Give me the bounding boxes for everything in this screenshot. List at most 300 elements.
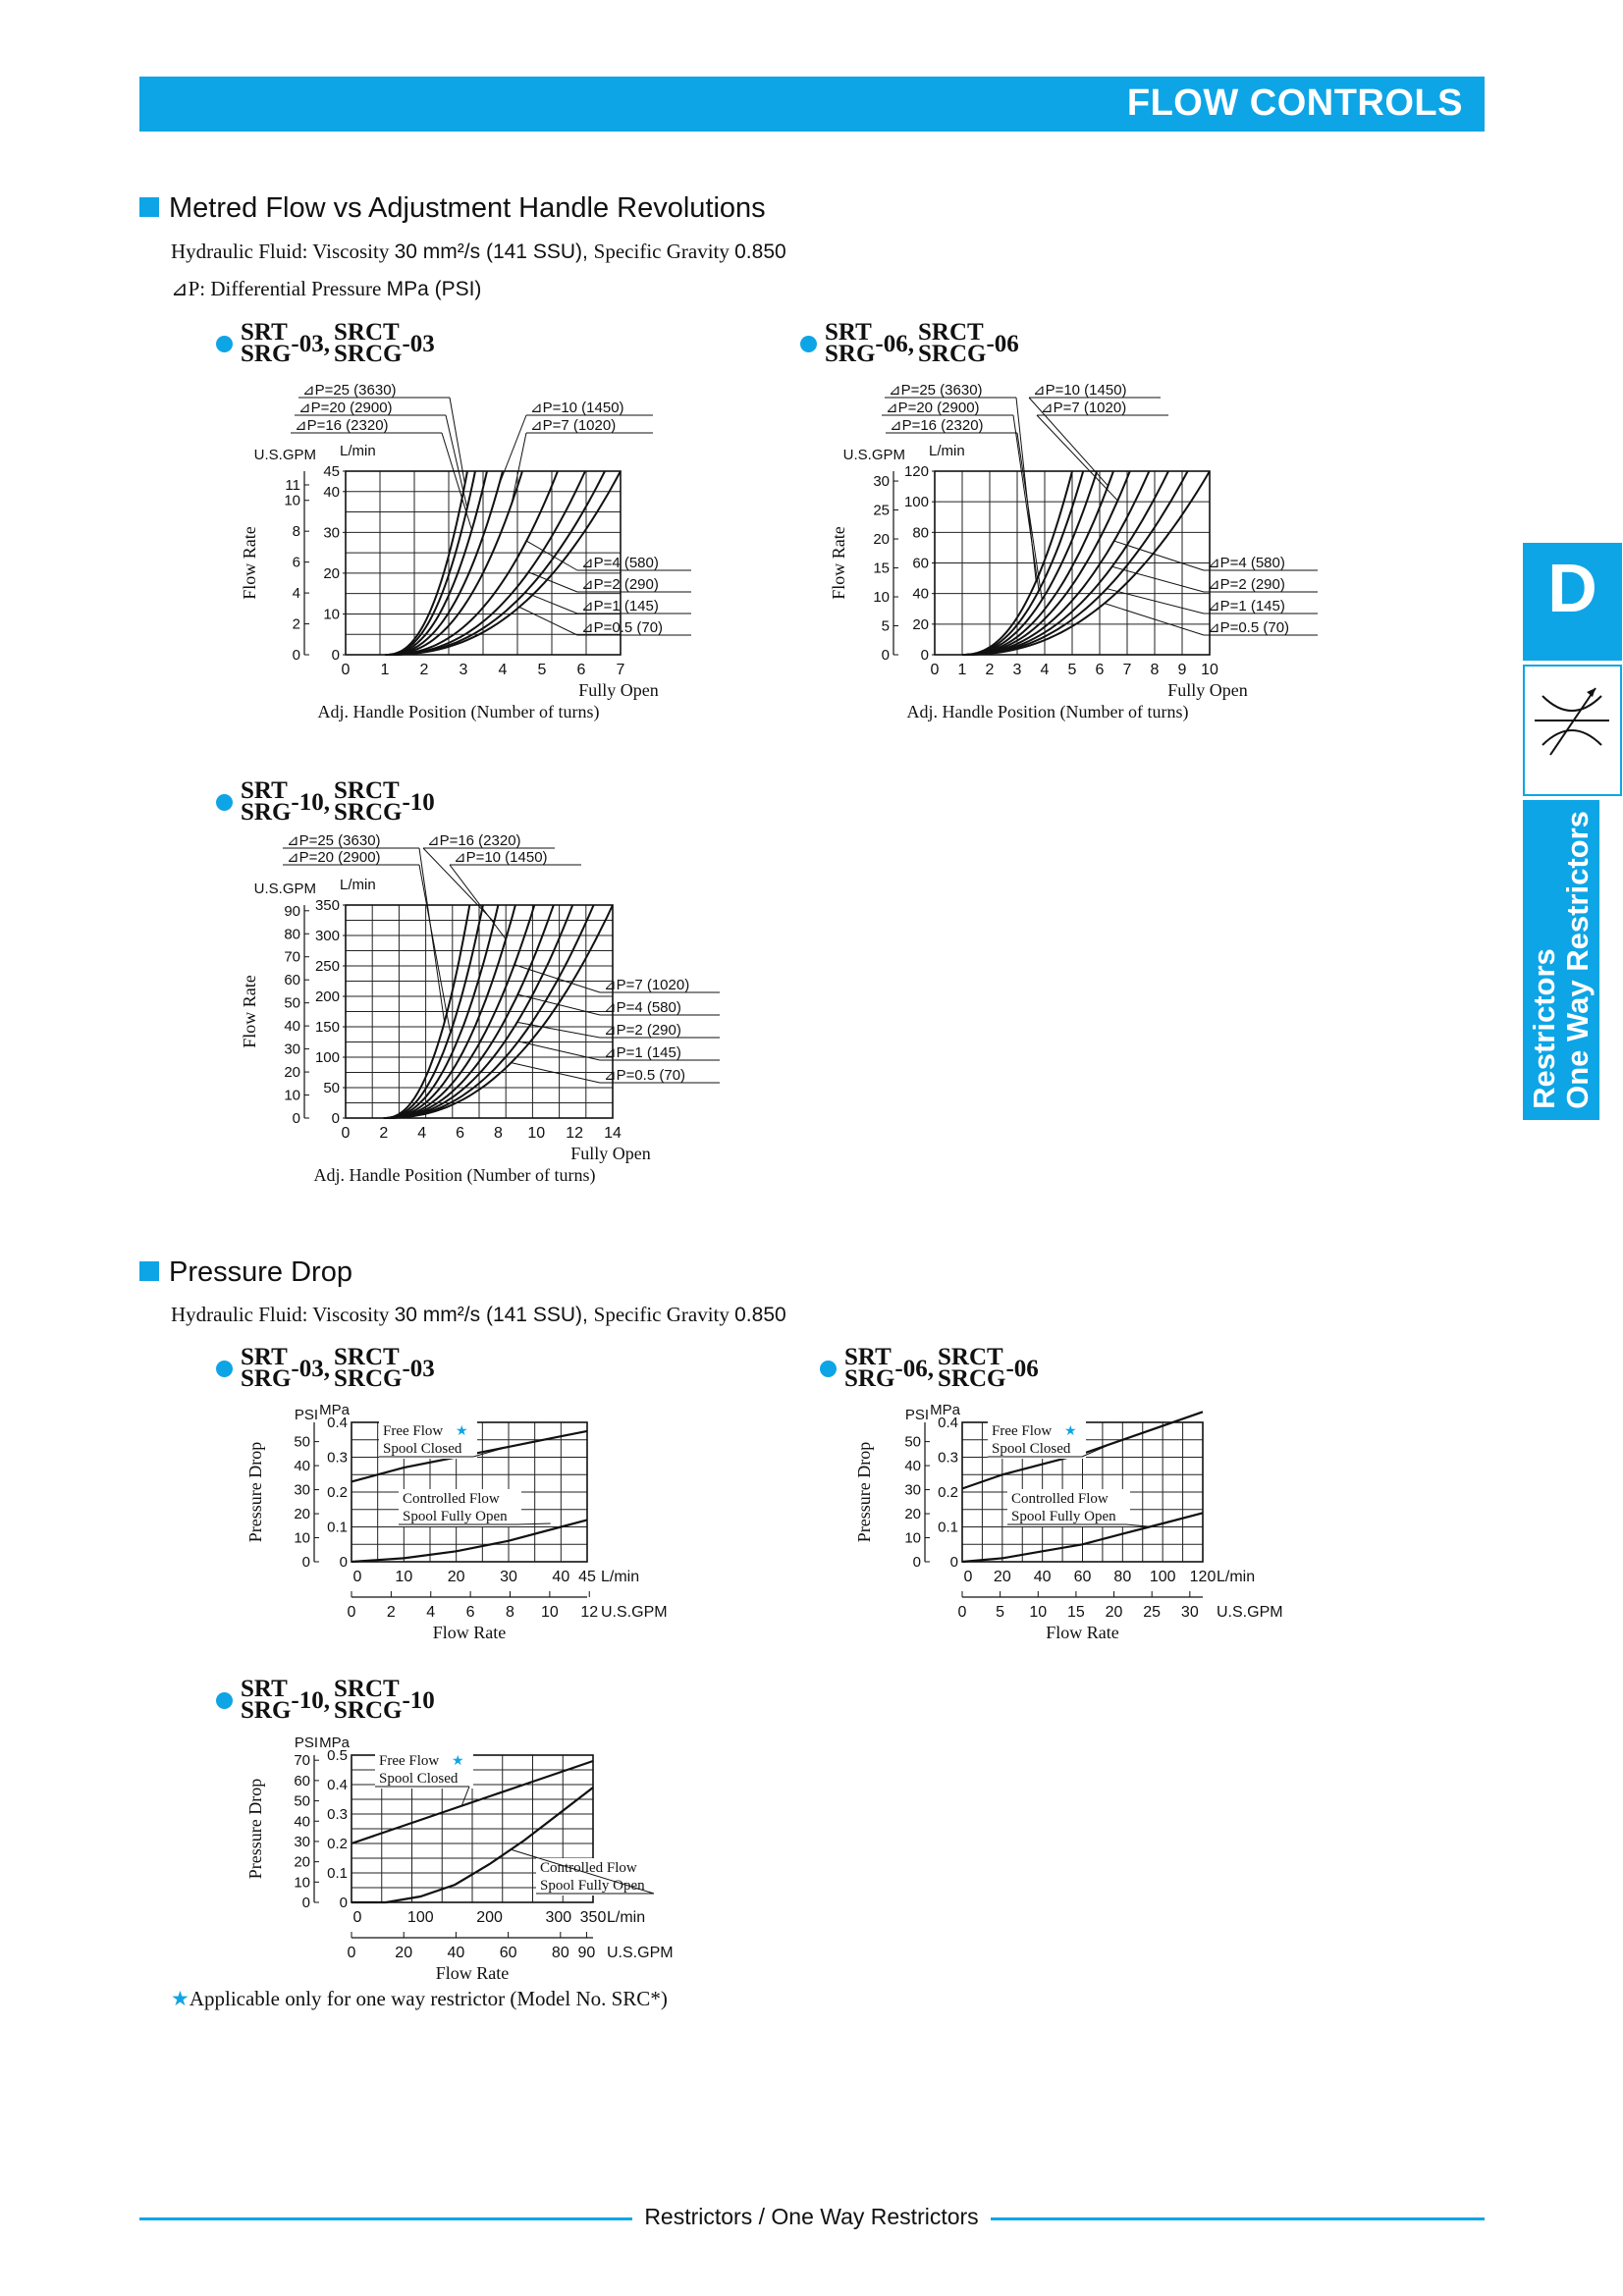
footnote-text: Applicable only for one way restrictor (Model No. SRC*) [189,1987,668,2010]
legend-label: ⊿P=7 (1020) [604,977,690,993]
model-suffix1: -06, [875,330,914,357]
y2-tick-label: 70 [284,948,300,966]
legend-label: ⊿P=1 (145) [581,598,659,614]
restrictor-symbol-icon [1523,665,1622,796]
x-tick-label: 14 [604,1125,622,1142]
side-tab-line2: One Way Restrictors [1560,811,1595,1109]
y-axis-label: Flow Rate [240,975,259,1048]
x-tick-label: 10 [527,1125,546,1142]
y2-tick-label: 20 [873,531,890,549]
y2-tick-label: 50 [294,1433,310,1451]
x-tick-label: 20 [447,1569,465,1585]
x2-tick-label: 20 [395,1945,413,1961]
y2-unit-label: U.S.GPM [842,447,905,463]
section-title-pressure-drop [139,1256,352,1289]
y-axis-label: Pressure Drop [854,1441,874,1543]
fluid-note-1-label: Hydraulic Fluid: Viscosity [171,240,395,263]
y2-tick-label: 5 [881,617,890,635]
y-unit-label: MPa [319,1402,350,1418]
series-line [385,471,487,655]
y2-tick-label: 90 [284,902,300,920]
y2-tick-label: 0 [301,1895,310,1911]
y-unit-label: MPa [319,1735,350,1751]
y-tick-label: 0.3 [327,1806,348,1823]
x-tick-label: 0 [963,1569,973,1585]
x2-tick-label: 8 [506,1604,514,1621]
legend-leader [442,433,472,530]
x-tick-label: 0 [352,1909,362,1926]
model-top2: SRCT [917,319,984,346]
y2-unit-label: U.S.GPM [253,881,316,897]
y-tick-label: 250 [314,958,340,975]
y2-tick-label: 10 [284,492,300,509]
x-tick-label: 0 [341,662,351,678]
star-icon: ★ [171,1987,189,2010]
y2-tick-label: 25 [873,502,890,519]
y-tick-label: 0.1 [327,1865,348,1882]
x2-unit-label: U.S.GPM [601,1604,668,1621]
legend-star-icon: ★ [452,1752,464,1768]
x-tick-label: 1 [380,662,390,678]
chart-flow-06 [815,383,1325,756]
legend-label: ⊿P=7 (1020) [1041,400,1127,416]
fluid-note-1 [171,240,786,264]
chart-flow-03 [226,383,736,756]
legend-leader [519,607,577,635]
header-banner [139,77,1485,132]
y-tick-label: 20 [912,615,929,633]
legend-label: ⊿P=20 (2900) [298,400,393,416]
y-tick-label: 0.1 [938,1519,958,1536]
x2-tick-label: 30 [1180,1604,1199,1621]
legend-star-icon: ★ [456,1422,468,1438]
y-unit-label: L/min [340,877,376,893]
y-unit-label: L/min [340,443,376,459]
model-bot1: SRG [241,799,292,826]
x-tick-label: 8 [493,1125,503,1142]
legend-leader [461,1787,469,1805]
x-tick-label: 8 [1150,662,1160,678]
dp-note-label: ⊿P: Differential Pressure [171,277,387,300]
model-suffix1: -10, [291,788,330,816]
y-axis-label: Pressure Drop [245,1441,265,1543]
legend-leader [512,433,526,505]
legend-label: Controlled Flow [1011,1491,1109,1507]
fluid-note-1-value: 30 mm²/s (141 SSU), [394,240,594,263]
y-tick-label: 0.4 [938,1415,958,1431]
model-top1: SRT [241,319,288,346]
x-tick-label: 5 [537,662,547,678]
y-axis-label: Flow Rate [829,526,848,600]
legend-leader [1105,604,1204,635]
y-unit-label: MPa [930,1402,960,1418]
x2-tick-label: 80 [551,1945,569,1961]
model-bot1: SRG [241,341,292,367]
legend-label: Free Flow [383,1423,444,1439]
x-unit-label: L/min [601,1569,640,1585]
y2-unit-label: PSI [904,1407,929,1423]
series-line [385,471,522,655]
x-tick-label: 300 [545,1909,572,1926]
legend-label: Free Flow [379,1753,440,1769]
legend-label: ⊿P=10 (1450) [530,400,624,416]
y-tick-label: 0.4 [327,1777,348,1793]
y2-tick-label: 20 [294,1853,310,1871]
x-tick-label: 12 [566,1125,584,1142]
y2-tick-label: 30 [284,1041,300,1058]
x-tick-label: 4 [417,1125,427,1142]
y-tick-label: 0.2 [327,1484,348,1501]
y-axis-label: Pressure Drop [245,1778,265,1880]
model-top1: SRT [825,319,872,346]
y-tick-label: 0 [949,1554,958,1571]
legend-label: ⊿P=4 (580) [604,999,681,1016]
legend-leader [1017,433,1042,600]
y-tick-label: 350 [314,897,340,914]
y2-tick-label: 10 [904,1529,921,1547]
legend-label: Controlled Flow [403,1491,500,1507]
y-tick-label: 45 [323,463,340,480]
legend-label: Spool Fully Open [1011,1509,1116,1524]
legend-label: ⊿P=0.5 (70) [1208,619,1290,636]
x2-tick-label: 60 [499,1945,517,1961]
legend-leader [1107,589,1204,614]
y-tick-label: 0.1 [327,1519,348,1536]
model-label-06-a [800,319,1019,367]
model-suffix2: -06 [1005,1355,1039,1382]
y2-tick-label: 0 [881,647,890,664]
model-label-10-b [216,1676,435,1724]
y2-tick-label: 50 [904,1433,921,1451]
footer [0,2204,1623,2230]
y2-tick-label: 30 [294,1481,310,1499]
y2-tick-label: 4 [292,585,300,603]
section-bullet-icon [139,197,159,217]
x-tick-label: 120 [1189,1569,1217,1585]
x-tick-label: 0 [930,662,940,678]
y2-tick-label: 0 [292,1110,300,1127]
model-label-03-b [216,1344,435,1392]
x-tick-label: 6 [576,662,586,678]
y-tick-label: 0 [339,1554,348,1571]
y-tick-label: 0.3 [327,1449,348,1467]
chart-pressure-drop-06 [844,1399,1316,1654]
y-tick-label: 150 [314,1019,340,1036]
y-tick-label: 50 [323,1080,340,1096]
y-tick-label: 40 [912,585,929,603]
y2-tick-label: 0 [301,1554,310,1571]
legend-label: ⊿P=2 (290) [604,1022,681,1039]
y2-tick-label: 30 [904,1481,921,1499]
x2-tick-label: 0 [347,1945,356,1961]
x-end-label: Fully Open [578,680,659,700]
x-axis-label: Adj. Handle Position (Number of turns) [906,702,1189,721]
model-bot1: SRG [241,1697,292,1724]
x-tick-label: 200 [476,1909,503,1926]
legend-label: ⊿P=20 (2900) [886,400,980,416]
x-tick-label: 0 [341,1125,351,1142]
model-bot1: SRG [241,1365,292,1392]
y-tick-label: 0 [331,647,340,664]
fluid-note-2-sg: 0.850 [734,1304,786,1326]
fluid-note-2-label2: Specific Gravity [593,1303,735,1326]
fluid-note-1-label2: Specific Gravity [593,240,735,263]
x-tick-label: 30 [500,1569,517,1585]
side-tab-letter-text: D [1547,550,1597,626]
legend-label: ⊿P=25 (3630) [302,382,397,399]
footnote [171,1987,668,2011]
x-tick-label: 100 [406,1909,434,1926]
y2-tick-label: 80 [284,926,300,943]
x-unit-label: L/min [1217,1569,1256,1585]
x-tick-label: 10 [1201,662,1218,678]
y2-tick-label: 60 [294,1772,310,1789]
x-unit-label: L/min [607,1909,646,1926]
legend-label: ⊿P=4 (580) [581,555,659,571]
x-tick-label: 7 [616,662,625,678]
y-tick-label: 0 [331,1110,340,1127]
page-title: FLOW CONTROLS [1126,82,1463,124]
y-tick-label: 0.2 [938,1484,958,1501]
x-tick-label: 40 [552,1569,570,1585]
model-suffix2: -03 [402,330,435,357]
model-top2: SRCT [333,1676,400,1702]
legend-label: ⊿P=16 (2320) [427,832,521,849]
y2-tick-label: 6 [292,554,300,571]
x-axis-label: Flow Rate [435,1963,510,1983]
model-label-06-b [820,1344,1039,1392]
legend-label: ⊿P=0.5 (70) [604,1067,686,1084]
y2-tick-label: 2 [292,615,300,633]
y2-unit-label: U.S.GPM [253,447,316,463]
x2-unit-label: U.S.GPM [1217,1604,1283,1621]
y-tick-label: 0.2 [327,1836,348,1852]
model-suffix2: -03 [402,1355,435,1382]
model-bullet-icon [216,1692,233,1709]
legend-label: ⊿P=2 (290) [581,576,659,593]
x2-tick-label: 0 [347,1604,356,1621]
x-tick-label: 3 [459,662,468,678]
x-tick-label: 7 [1122,662,1132,678]
x-tick-label: 20 [993,1569,1011,1585]
x2-tick-label: 4 [426,1604,436,1621]
x-tick-label: 80 [1113,1569,1132,1585]
model-bullet-icon [216,794,233,811]
legend-label: ⊿P=25 (3630) [889,382,983,399]
legend-label: ⊿P=16 (2320) [295,417,389,434]
x2-tick-label: 0 [957,1604,967,1621]
model-top1: SRT [241,1344,288,1370]
x-tick-label: 3 [1012,662,1022,678]
model-bot2: SRCG [917,341,987,367]
y2-tick-label: 50 [284,994,300,1012]
legend-leader [517,1523,551,1524]
x-tick-label: 4 [498,662,508,678]
y2-tick-label: 30 [873,473,890,491]
model-suffix1: -03, [291,1355,330,1382]
model-top2: SRCT [333,319,400,346]
x-tick-label: 100 [1149,1569,1176,1585]
y2-tick-label: 40 [294,1813,310,1831]
legend-label: ⊿P=1 (145) [604,1044,681,1061]
y2-tick-label: 20 [284,1064,300,1082]
y2-tick-label: 8 [292,523,300,541]
x2-tick-label: 10 [540,1604,559,1621]
y2-tick-label: 0 [912,1554,921,1571]
model-label-03-a [216,319,435,367]
model-suffix1: -10, [291,1686,330,1714]
section2-title-text: Pressure Drop [169,1256,352,1288]
model-bullet-icon [216,336,233,352]
model-top1: SRT [241,1676,288,1702]
model-top1: SRT [844,1344,892,1370]
x2-tick-label: 40 [447,1945,465,1961]
x-tick-label: 60 [1073,1569,1092,1585]
y-tick-label: 120 [903,463,929,480]
legend-label: ⊿P=0.5 (70) [581,619,664,636]
y-tick-label: 300 [314,928,340,944]
fluid-note-2-value: 30 mm²/s (141 SSU), [394,1304,594,1326]
x-tick-label: 4 [1040,662,1050,678]
y-tick-label: 80 [912,524,929,542]
y-tick-label: 100 [903,494,929,511]
y2-tick-label: 30 [294,1833,310,1850]
x2-tick-label: 25 [1143,1604,1162,1621]
x-tick-label: 9 [1177,662,1187,678]
legend-label: Spool Closed [383,1441,462,1457]
legend-label: ⊿P=4 (580) [1208,555,1285,571]
x-end-label: Fully Open [570,1144,651,1163]
legend-label: Controlled Flow [540,1860,637,1876]
model-suffix2: -10 [402,1686,435,1714]
y2-tick-label: 10 [294,1529,310,1547]
legend-label: Spool Closed [379,1771,459,1787]
y2-tick-label: 40 [294,1458,310,1475]
model-bot2: SRCG [333,799,403,826]
y-tick-label: 0 [339,1895,348,1911]
x-tick-label: 5 [1067,662,1077,678]
y-axis-label: Flow Rate [240,526,259,600]
y-tick-label: 0.5 [327,1747,348,1764]
fluid-note-2 [171,1303,786,1327]
legend-label: ⊿P=2 (290) [1208,576,1285,593]
y-tick-label: 40 [323,483,340,501]
y-tick-label: 10 [323,606,340,623]
x2-tick-label: 20 [1105,1604,1123,1621]
x-tick-label: 2 [379,1125,389,1142]
dp-note-unit: MPa (PSI) [386,278,482,300]
side-tab-category[interactable] [1523,800,1599,1120]
y2-tick-label: 10 [873,589,890,607]
fluid-note-1-sg: 0.850 [734,240,786,263]
model-bot2: SRCG [333,341,403,367]
model-bot1: SRG [844,1365,895,1392]
y-tick-label: 30 [323,524,340,542]
x-tick-label: 6 [456,1125,465,1142]
x-axis-label: Flow Rate [1046,1623,1119,1642]
y-tick-label: 60 [912,555,929,572]
model-top2: SRCT [333,777,400,804]
x-tick-label: 2 [985,662,995,678]
y2-tick-label: 60 [284,972,300,989]
side-tab-line1: Restrictors [1527,948,1561,1109]
model-bot2: SRCG [937,1365,1006,1392]
model-top2: SRCT [333,1344,400,1370]
y2-tick-label: 11 [285,476,300,494]
section-bullet-icon [139,1261,159,1281]
x2-tick-label: 12 [580,1604,599,1621]
footer-text: Restrictors / One Way Restrictors [632,2204,990,2229]
side-tab-letter[interactable] [1523,543,1622,661]
x-tick-label: 1 [957,662,967,678]
y-tick-label: 200 [314,988,340,1005]
chart-pressure-drop-10 [236,1728,687,1983]
model-top2: SRCT [937,1344,1003,1370]
fluid-note-2-label: Hydraulic Fluid: Viscosity [171,1303,395,1326]
x2-tick-label: 90 [577,1945,596,1961]
x2-tick-label: 2 [386,1604,396,1621]
y-tick-label: 100 [314,1049,340,1066]
y-tick-label: 0.4 [327,1415,348,1431]
x-axis-label: Flow Rate [432,1623,507,1642]
y2-tick-label: 20 [904,1506,921,1523]
y2-tick-label: 50 [294,1792,310,1810]
y2-tick-label: 70 [294,1752,310,1770]
model-suffix1: -06, [894,1355,934,1382]
legend-leader [528,572,577,592]
model-bot1: SRG [825,341,876,367]
x-axis-label: Adj. Handle Position (Number of turns) [317,702,600,721]
model-suffix1: -03, [291,330,330,357]
legend-leader [419,865,451,1033]
legend-star-icon: ★ [1064,1422,1077,1438]
legend-label: ⊿P=16 (2320) [890,417,984,434]
x2-unit-label: U.S.GPM [607,1945,674,1961]
y-unit-label: L/min [929,443,965,459]
legend-label: ⊿P=7 (1020) [530,417,617,434]
y2-tick-label: 40 [284,1018,300,1036]
section1-title-text: Metred Flow vs Adjustment Handle Revolutions [169,192,766,224]
model-suffix2: -06 [986,330,1019,357]
y2-tick-label: 15 [873,560,890,577]
model-suffix2: -10 [402,788,435,816]
x-tick-label: 10 [395,1569,413,1585]
model-bot2: SRCG [333,1365,403,1392]
x-tick-label: 0 [352,1569,362,1585]
x2-tick-label: 6 [465,1604,475,1621]
chart-flow-10 [226,834,736,1188]
series-line [385,471,558,655]
legend-label: ⊿P=10 (1450) [454,849,548,866]
y2-tick-label: 40 [904,1458,921,1475]
restrictor-symbol-svg [1525,667,1620,794]
model-bullet-icon [216,1361,233,1377]
legend-leader [1112,566,1204,592]
model-bot2: SRCG [333,1697,403,1724]
legend-leader [514,965,600,992]
legend-label: Free Flow [992,1423,1053,1439]
legend-label: ⊿P=25 (3630) [287,832,381,849]
legend-label: ⊿P=1 (145) [1208,598,1285,614]
x-tick-label: 2 [419,662,429,678]
y2-tick-label: 10 [294,1874,310,1892]
y2-unit-label: PSI [294,1735,318,1751]
chart-pressure-drop-03 [236,1399,687,1654]
y2-tick-label: 0 [292,647,300,664]
x-tick-label: 45 [578,1569,596,1585]
dp-note [171,277,481,301]
y-tick-label: 20 [323,564,340,582]
